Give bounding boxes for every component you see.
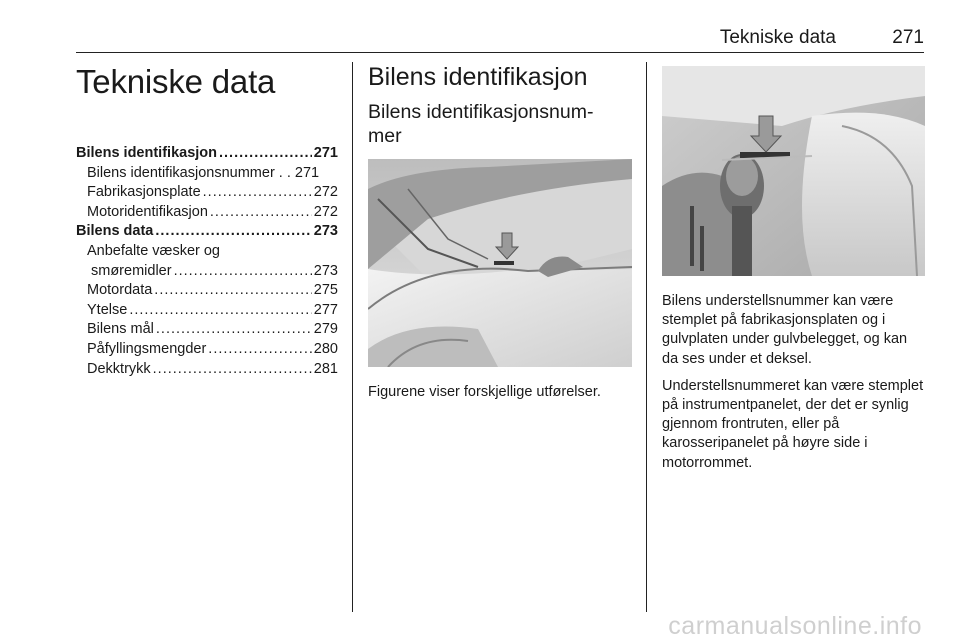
toc-entry-label: Motoridentifikasjon	[87, 203, 208, 220]
toc-entry-label: Dekktrykk	[87, 360, 151, 377]
toc-entry[interactable]	[76, 301, 338, 321]
toc-entry-label: Fabrikasjonsplate	[87, 184, 201, 201]
toc-entry[interactable]	[76, 164, 338, 184]
toc-entry-label: Ytelse	[87, 301, 128, 318]
column-divider	[646, 62, 647, 612]
toc-entry-label: Bilens data	[76, 223, 154, 240]
description-column	[662, 66, 926, 473]
toc-entry-page: 280	[313, 340, 338, 357]
header-page-number: 271	[892, 27, 924, 48]
watermark: carmanualsonline.info	[668, 612, 922, 640]
column-divider	[352, 62, 353, 612]
toc-entry-page: 271	[313, 145, 338, 161]
chapter-title: Tekniske data	[76, 63, 276, 100]
toc-entry-page: 281	[313, 360, 338, 377]
toc-entry[interactable]	[76, 320, 338, 340]
page-header	[76, 26, 924, 53]
toc-entry[interactable]	[76, 203, 338, 223]
body-paragraph: Bilens understellsnummer kan være stemplet på fabrikasjonsplaten og i gulvplaten under gulvbelegget, og kan da ses under et deksel.	[662, 293, 908, 367]
car-interior-illustration	[662, 66, 925, 276]
toc-entry-page: 273	[313, 223, 338, 240]
table-of-contents	[76, 144, 338, 379]
body-paragraph: Understellsnummeret kan være stemplet på instrumentpanelet, der det er synlig gjennom frontruten, eller på karosseripanelet på høyre side i motorrommet.	[662, 377, 924, 471]
toc-column	[76, 62, 338, 379]
toc-entry[interactable]	[76, 340, 338, 360]
toc-entry[interactable]	[76, 360, 338, 380]
toc-entry-label: Bilens mål	[87, 321, 154, 338]
toc-entry[interactable]	[76, 183, 338, 203]
toc-entry[interactable]	[76, 222, 338, 242]
toc-entry-label: Påfyllingsmengder	[87, 340, 207, 357]
toc-entry[interactable]	[76, 144, 338, 164]
toc-entry-label: Bilens identifikasjonsnummer . .	[87, 164, 291, 181]
toc-entry-label: Motordata	[87, 282, 153, 299]
figure-caption: Figurene viser forskjellige utførelser.	[368, 384, 601, 400]
toc-entry-label: Bilens identifikasjon	[76, 145, 217, 161]
toc-entry-label: smøremidler	[91, 262, 172, 279]
toc-entry-page: 279	[313, 321, 338, 338]
toc-entry-label: Anbefalte væsker og	[87, 242, 220, 259]
toc-entry-page: 271	[294, 164, 320, 181]
section-column	[368, 62, 634, 402]
toc-entry-page: 275	[313, 282, 338, 299]
toc-entry-page: 273	[313, 262, 338, 279]
toc-entry[interactable]	[76, 262, 338, 282]
car-windshield-illustration	[368, 159, 632, 367]
toc-entry[interactable]	[76, 281, 338, 301]
section-subheading: Bilens identifikasjonsnum- mer	[368, 101, 594, 147]
section-heading: Bilens identifikasjon	[368, 63, 588, 91]
floor-vin-figure	[662, 66, 925, 276]
windshield-vin-figure	[368, 159, 632, 367]
toc-entry-page: 277	[313, 301, 338, 318]
toc-entry-page: 272	[313, 184, 338, 201]
toc-entry-page: 272	[313, 203, 338, 220]
header-section-title: Tekniske data	[719, 27, 836, 48]
